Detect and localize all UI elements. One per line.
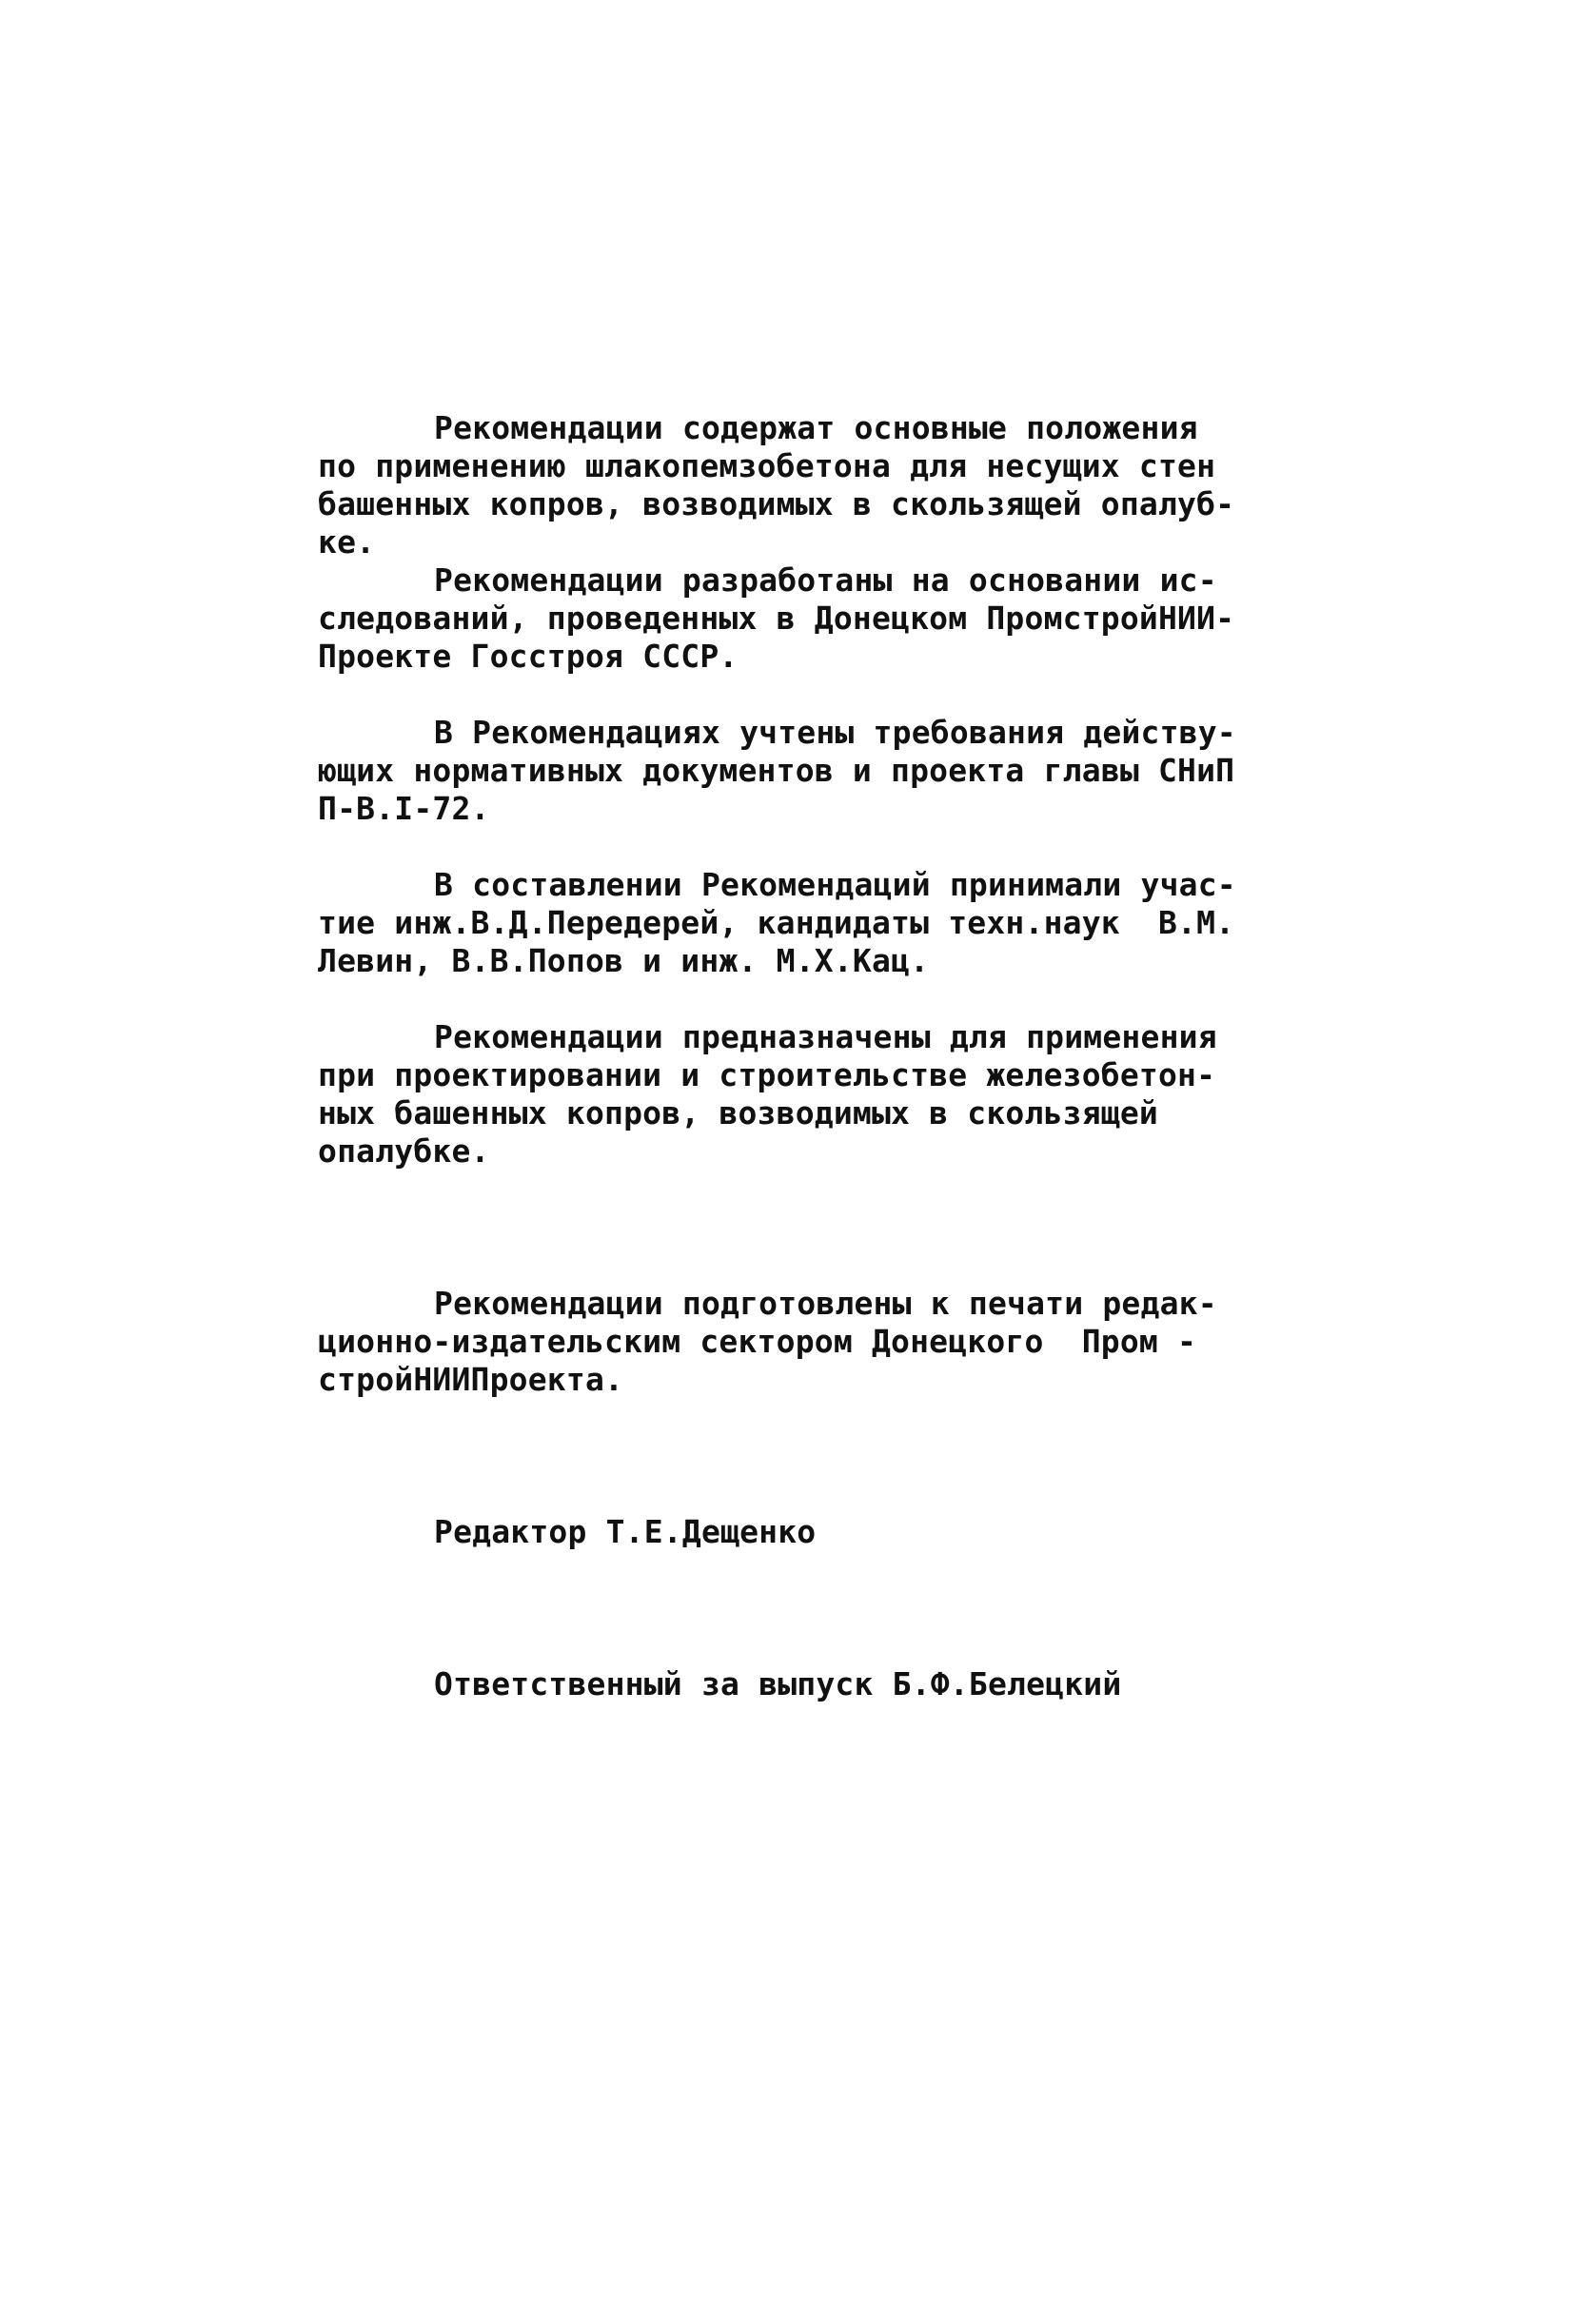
paragraph-line: тие инж.В.Д.Передерей, кандидаты техн.наук В.М. [318, 904, 1235, 941]
paragraph-line: Рекомендации подготовлены к печати редак- [434, 1285, 1217, 1322]
paragraph-1 [318, 409, 1235, 561]
paragraph-6 [318, 1285, 1231, 1399]
paragraph-line: В составлении Рекомендаций принимали учас- [434, 866, 1236, 903]
responsible-credit: Ответственный за выпуск Б.Ф.Белецкий [434, 1665, 1122, 1702]
paragraph-line: ных башенных копров, возводимых в скользящей [318, 1094, 1158, 1131]
paragraph-line: опалубке. [318, 1132, 490, 1170]
paragraph-line: ке. [318, 523, 376, 561]
paragraph-line: стройНИИПроекта. [318, 1361, 624, 1398]
text-block [318, 409, 1236, 1703]
paragraph-line: ционно-издательским сектором Донецкого Пром - [318, 1323, 1197, 1360]
paragraph-line: башенных копров, возводимых в скользящей опалуб- [318, 485, 1235, 522]
paragraph-line: следований, проведенных в Донецком ПромстройНИИ- [318, 600, 1235, 637]
paragraph-3 [318, 714, 1236, 828]
paragraph-line: Рекомендации разработаны на основании ис- [434, 561, 1217, 599]
paragraph-line: Проекте Госстроя СССР. [318, 638, 739, 675]
paragraph-line: Рекомендации содержат основные положения [434, 409, 1198, 446]
paragraph-line: Левин, В.В.Попов и инж. М.Х.Кац. [318, 942, 930, 979]
paragraph-line: при проектировании и строительстве железобетон- [318, 1056, 1216, 1093]
paragraph-line: П-В.I-72. [318, 790, 490, 827]
paragraph-5 [318, 1018, 1231, 1171]
paragraph-line: Рекомендации предназначены для применения [434, 1018, 1217, 1055]
paragraph-4 [318, 866, 1236, 980]
paragraph-line: по применению шлакопемзобетона для несущих стен [318, 447, 1216, 484]
paragraph-2 [318, 561, 1235, 676]
editor-credit: Редактор Т.Е.Дещенко [434, 1513, 817, 1550]
paragraph-line: В Рекомендациях учтены требования действу- [434, 714, 1236, 751]
paragraph-line: ющих нормативных документов и проекта главы СНиП [318, 752, 1235, 789]
